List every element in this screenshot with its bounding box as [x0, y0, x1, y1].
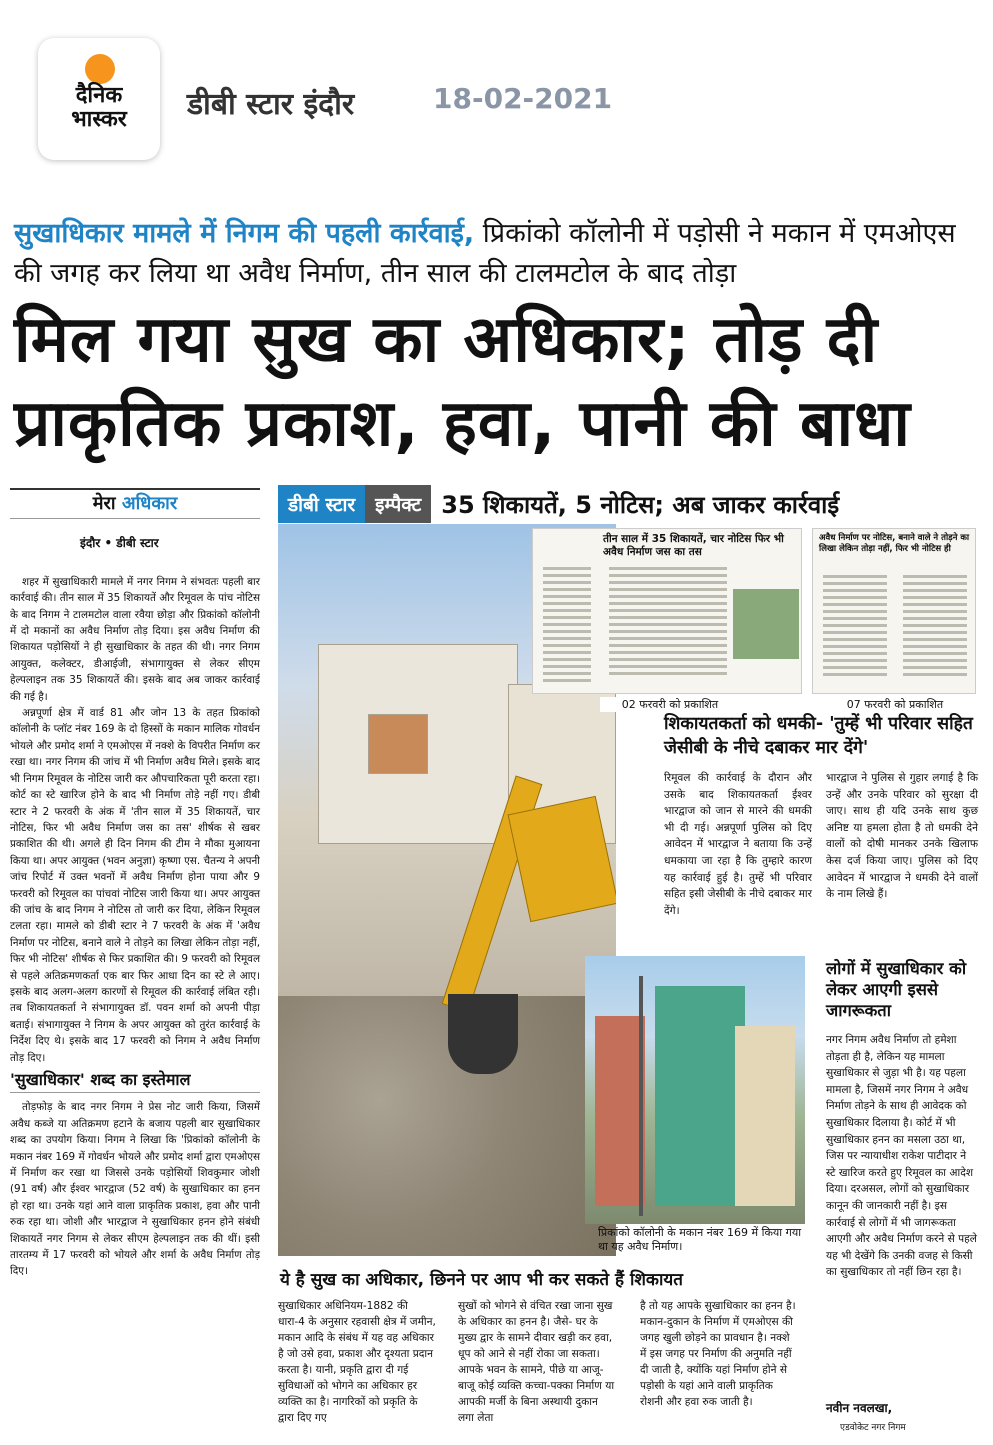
section-tag — [10, 488, 260, 519]
bottom-column-2: सुखों को भोगने से वंचित रखा जाना सुख के अधिकार का हनन है। जैसे- घर के मुख्य द्वार के सामने दीवार खड़ी कर हवा, धूप को आने से नहीं रोका जा सकता। आपके भवन के सामने, पीछे या आजू-बाजू कोई व्यक्ति कच्चा-पक्का निर्माण या आपकी मर्जी के बिना अस्थायी दुकान लगा लेता — [458, 1300, 615, 1424]
impact-headline: 35 शिकायतें, 5 नोटिस; अब जाकर कार्रवाई — [441, 490, 840, 519]
threat-headline: शिकायतकर्ता को धमकी- 'तुम्हें भी परिवार सहित जेसीबी के नीचे दबाकर मार देंगे' — [664, 714, 973, 758]
clipping-07-feb[interactable] — [812, 528, 976, 694]
awareness-box-author: नवीन नवलखा, — [826, 1401, 893, 1415]
section-tag-accent: अधिकार — [121, 493, 178, 514]
excavator-boom-shape — [508, 796, 616, 922]
clipping-02-feb[interactable] — [532, 528, 802, 694]
bottom-column-1: सुखाधिकार अधिनियम-1882 की धारा-4 के अनुसार रहवासी क्षेत्र में जमीन, मकान आदि के संबंध में यह वह अधिकार है जो उसे हवा, प्रकाश और दृश्यता प्रदान करता है। यानी, प्रकृति द्वारा दी गई सुविधाओं को भोगने का अधिकार हर व्यक्ति का है। नागरिकों को प्रकृति के द्वारा दिए गए — [278, 1300, 436, 1424]
left-column — [10, 488, 260, 1433]
dateline: इंदौर • डीबी स्टार — [80, 536, 159, 551]
clip-1-caption: 02 फरवरी को प्रकाशित — [600, 697, 740, 712]
threat-column-2: भारद्वाज ने पुलिस से गुहार लगाई है कि उन्हें और उनके परिवार को सुरक्षा दी जाए। साथ ही यदि उनके साथ कुछ अनिष्ट या हमला होता है तो धमकी देने वालों को दोषी मानकर उनके खिलाफ केस दर्ज किया जाए। पुलिस को दिए आवेदन में भारद्वाज ने धमकी देने वालों के नाम लिखे हैं। — [826, 772, 978, 901]
window-shape — [368, 714, 428, 774]
section-tag-prefix: मेरा — [92, 493, 122, 514]
app-header — [0, 0, 993, 185]
awareness-box-author-role: एडवोकेट नगर निगम — [840, 1423, 906, 1433]
colony-house-photo[interactable] — [585, 956, 805, 1224]
threat-column-1: रिमूवल की कार्रवाई के दौरान और उसके बाद शिकायतकर्ता ईश्वर भारद्वाज को जान से मारने की धमकी भी दी गई। अन्नपूर्णा पुलिस को दिए आवेदन में भारद्वाज ने बताया कि उन्हें धमकाया जा रहा है कि तुम्हारे कारण यह कार्रवाई हुई है। तुम्हें भी परिवार सहित इसी जेसीबी के नीचे दबाकर मार देंगे। — [664, 772, 812, 917]
dainik-bhaskar-logo[interactable] — [38, 38, 160, 160]
main-headline: मिल गया सुख का अधिकार; तोड़ दी प्राकृतिक प्रकाश, हवा, पानी की बाधा — [14, 303, 911, 461]
excavator-bucket-shape — [448, 994, 518, 1074]
sun-icon — [85, 54, 115, 84]
kicker — [14, 214, 979, 294]
impact-label-b: इम्पैक्ट — [365, 485, 431, 523]
bottom-column-3: है तो यह आपके सुखाधिकार का हनन है। मकान-दुकान के निर्माण में एमओएस की जगह खुली छोड़ने का प्रावधान है। नक्शे में इस जगह पर निर्माण की अनुमति नहीं दी जाती है, क्योंकि यहां निर्माण होने से पड़ोसी के यहां आने वाली प्राकृतिक रोशनी और हवा रुक जाती है। — [640, 1300, 796, 1408]
kicker-highlight: सुखाधिकार मामले में निगम की पहली कार्रवाई, — [14, 218, 475, 249]
rubble-shape — [278, 996, 616, 1256]
pole-shape — [639, 976, 643, 1216]
building-shape — [655, 986, 745, 1206]
awareness-box-headline: लोगों में सुखाधिकार को लेकर आएगी इससे जागरूकता — [826, 959, 967, 1020]
impact-banner — [278, 486, 981, 522]
publication-date: 18-02-2021 — [433, 82, 613, 115]
clip-2-headline: अवैध निर्माण पर नोटिस, बनाने वाले ने तोड़ने का लिखा लेकिन तोड़ा नहीं, फिर भी नोटिस ही — [819, 533, 970, 554]
clip-1-photo — [733, 589, 799, 659]
logo-text: दैनिक भास्कर — [71, 83, 127, 132]
impact-label-a: डीबी स्टार — [278, 485, 365, 523]
story-paragraph-3: तोड़फोड़ के बाद नगर निगम ने प्रेस नोट जारी किया, जिसमें अवैध कब्जे या अतिक्रमण हटाने के बजाय पहली बार सुखाधिकार शब्द का उपयोग किया। निगम ने लिखा कि 'प्रिकांको कॉलोनी के मकान नंबर 169 में गोवर्धन भोयले और प्रमोद शर्मा द्वारा एमओएस में निर्माण कर रखा था जिससे उनके पड़ोसियों शिवकुमार जोशी (91 वर्ष) और ईश्वर भारद्वाज (52 वर्ष) के सुखाधिकार का हनन हो रहा था। उनके यहां आने वाला प्राकृतिक प्रकाश, हवा और पानी रुक रहा था। जोशी और भारद्वाज ने सुखाधिकार हनन होने संबंधी शिकायतें नगर निगम से लेकर सीएम हेल्पलाइन तक की थीं। इसी तारतम्य में 17 फरवरी को भोयले और शर्मा के अवैध निर्माण तोड़ दिए। — [10, 1101, 260, 1278]
clip-2-caption: 07 फरवरी को प्रकाशित — [830, 697, 960, 712]
awareness-box-body: नगर निगम अवैध निर्माण तो हमेशा तोड़ता ही है, लेकिन यह मामला सुखाधिकार से जुड़ा भी है। यह पहला मामला है, जिसमें नगर निगम ने अवैध निर्माण तोड़ने के साथ ही आवेदक को सुखाधिकार दिलाया है। कोर्ट में भी सुखाधिकार हनन का मसला उठा था, जिस पर न्यायाधीश राकेश पाटीदार ने स्टे खारिज करते हुए रिमूवल का आदेश दिया। दरअसल, लोगों को सुखाधिकार कानून की जानकारी नहीं है। इस कार्रवाई से लोगों में भी जागरूकता आएगी और अवैध निर्माण करने से पहले यह भी देखेंगे कि उनकी वजह से किसी का सुखाधिकार तो नहीं छिन रहा है। — [826, 1034, 977, 1279]
building-shape — [595, 1016, 645, 1206]
photo-caption: प्रिकांको कॉलोनी के मकान नंबर 169 में किया गया था यह अवैध निर्माण। — [598, 1226, 802, 1253]
story-paragraph-2: अन्नपूर्णा क्षेत्र में वार्ड 81 और जोन 13 के तहत प्रिकांको कॉलोनी के प्लॉट नंबर 169 के दो हिस्सों के मकान मालिक गोवर्धन भोयले और प्रमोद शर्मा ने एमओएस में नक्शे के विपरीत निर्माण कर रखा था। नगर निगम की जांच में भी निर्माण अवैध मिले। इसके बाद भी निगम रिमूवल के नोटिस जारी कर औपचारिकता पूरी करता रहा। कोर्ट का स्टे खारिज होने के बाद भी निर्माण तोड़े नहीं गए। डीबी स्टार ने 2 फरवरी के अंक में 'तीन साल में 35 शिकायतें, चार नोटिस, फिर भी अवैध निर्माण जस का तस' शीर्षक से खबर प्रकाशित की थी। अगले ही दिन निगम की टीम ने मौका मुआयना किया था। अपर आयुक्त (भवन अनुज्ञा) कृष्णा एस. चैतन्य ने अपनी जांच रिपोर्ट में उक्त भवनों में अवैध निर्माण होना पाया और 9 फरवरी को रिमूवल का पांचवां नोटिस जारी किया था। अपर आयुक्त की जांच के बाद निगम ने नोटिस तो जारी कर दिया, लेकिन रिमूवल टलता रहा। मामले को डीबी स्टार ने 7 फरवरी के अंक में 'अवैध निर्माण पर नोटिस, बनाने वाले ने तोड़ने का लिखा लेकिन तोड़ा नहीं, फिर भी नोटिस' शीर्षक से फिर प्रकाशित की। 9 फरवरी को रिमूवल से पहले अतिक्रमणकर्ता एक बार फिर आधा दिन का स्टे ले आए। इसके बाद अलग-अलग कारणों से रिमूवल की कार्रवाई लंबित रही। तब शिकायतकर्ता ने संभागायुक्त डॉ. पवन शर्मा को अपनी पीड़ा बताई। संभागायुक्त ने निगम के अपर आयुक्त को तुरंत कार्रवाई के निर्देश दिए थे। इसके बाद 17 फरवरी को निगम ने अवैध निर्माण तोड़ दिए। — [10, 707, 260, 1064]
bottom-headline: ये है सुख का अधिकार, छिनने पर आप भी कर सकते हैं शिकायत — [280, 1270, 683, 1290]
building-shape — [735, 1026, 795, 1206]
kicker-rest: प्रिकांको कॉलोनी में पड़ोसी ने मकान में एमओएस की जगह कर लिया था अवैध निर्माण, तीन साल की टालमटोल के बाद तोड़ा — [14, 218, 956, 289]
story-paragraph-1: शहर में सुखाधिकारी मामले में नगर निगम ने संभवतः पहली बार कार्रवाई की। तीन साल में 35 शिकायतें और रिमूवल के पांच नोटिस के बाद निगम ने टालमटोल वाला रवैया छोड़ा और प्रिकांको कॉलोनी में दो मकानों का अवैध निर्माण तोड़ दिया। इस अवैध निर्माण की शिकायत पड़ोसियों ने ही सुखाधिकार के तहत की थी। नगर निगम आयुक्त, कलेक्टर, डीआईजी, संभागायुक्त से लेकर सीएम हेल्पलाइन तक 35 शिकायतें की। इसके बाद अब जाकर कार्रवाई की गई है। — [10, 575, 260, 703]
story-subhead: 'सुखाधिकार' शब्द का इस्तेमाल — [10, 1072, 260, 1093]
edition-title: डीबी स्टार इंदौर — [187, 87, 355, 122]
clip-1-headline: तीन साल में 35 शिकायतें, चार नोटिस फिर भी अवैध निर्माण जस का तस — [603, 533, 784, 558]
